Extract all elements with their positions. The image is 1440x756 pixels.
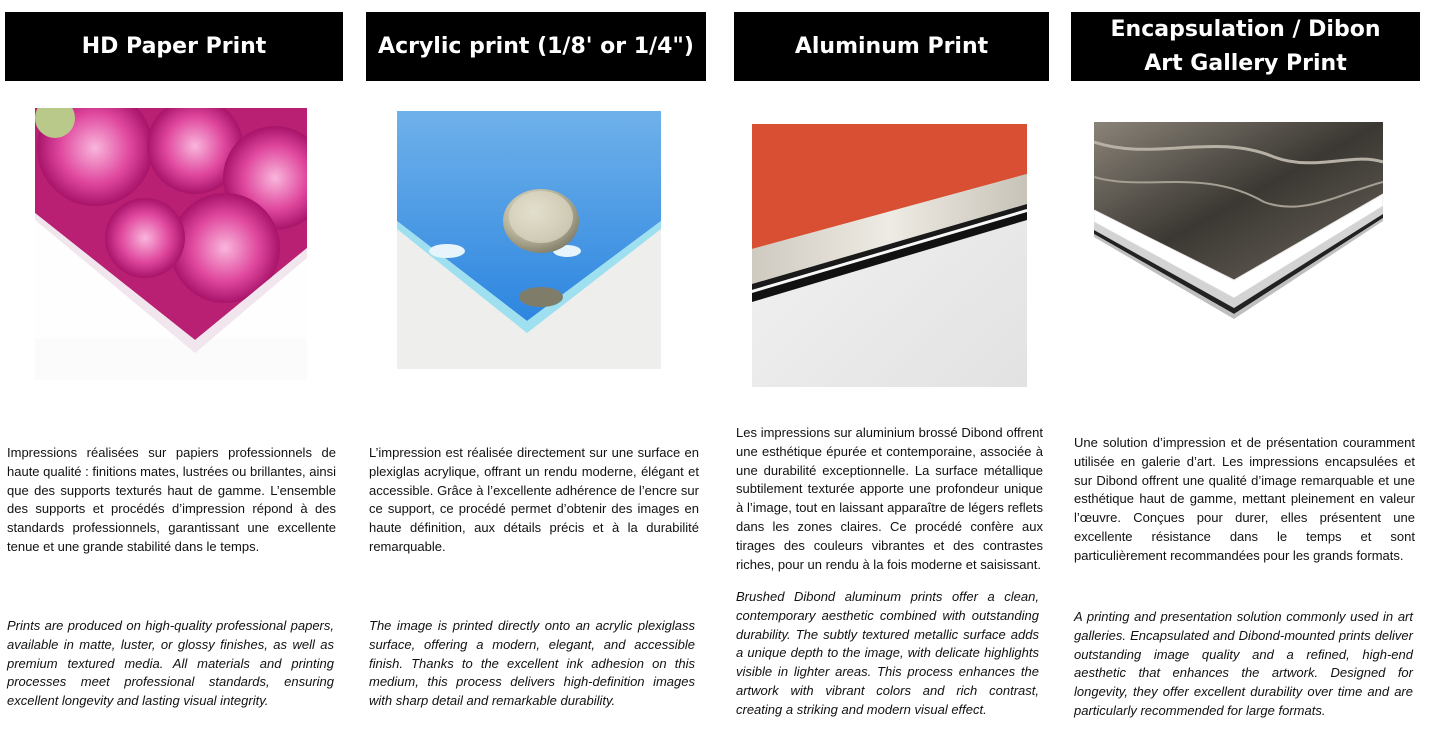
column-title: HD Paper Print	[81, 33, 267, 59]
column-title: Aluminum Print	[794, 33, 989, 59]
description-fr: Une solution d’impression et de présentation couramment utilisée en galerie d’art. Les impressions encapsulées et sur Dibond offrent une qualité d’image remarquable et une esthétique haut de gamme, mettant pleinement en valeur l’œuvre. Conçues pour durer, elles présentent une excellente résistance dans le temps et sont particulièrement recommandées pour les grands formats.	[1074, 435, 1415, 563]
aluminum-print-image	[752, 124, 1027, 387]
description-fr: Impressions réalisées sur papiers professionnels de haute qualité : finitions mates, lustrées ou brillantes, ainsi que des supports texturés haut de gamme. L’ensemble des supports et procédés d’impression répond à des standards professionnels, garantissant une excellente tenue et une grande stabilité dans le temps.	[7, 445, 336, 554]
description-fr: L’impression est réalisée directement sur une surface en plexiglas acrylique, offrant un rendu moderne, élégant et accessible. Grâce à l’excellente adhérence de l’encre sur ce support, ce procédé permet d’obtenir des images en haute définition, aux détails précis et à la durabilité remarquable.	[369, 445, 699, 554]
header-aluminum-print	[734, 12, 1049, 81]
column-title: Encapsulation / Dibon Art Gallery Print	[1110, 16, 1381, 76]
description-en: A printing and presentation solution commonly used in art galleries. Encapsulated and Dibond-mounted prints deliver outstanding image quality and a refined, high-end aesthetic that enhances the artwork. Designed for longevity, they offer excellent durability over time and are particularly recommended for large formats.	[1074, 609, 1413, 718]
header-acrylic-print	[366, 12, 706, 81]
header-hd-paper-print	[5, 12, 343, 81]
paper-print-image	[35, 108, 307, 380]
description-en: Brushed Dibond aluminum prints offer a clean, contemporary aesthetic combined with outstanding durability. The subtly textured metallic surface adds a unique depth to the image, with delicate highlights visible in lighter areas. This process enhances the artwork with vibrant colors and rich contrast, creating a striking and modern visual effect.	[736, 589, 1039, 717]
description-fr: Les impressions sur aluminium brossé Dibond offrent une esthétique épurée et contemporaine, associée à une durabilité exceptionnelle. La surface métallique subtilement texturée apporte une profondeur unique à l’image, tout en laissant apparaître de légers reflets dans les zones claires. Ce procédé confère aux tirages des couleurs vibrantes et des contrastes riches, pour un rendu à la fois moderne et saisissant.	[736, 425, 1043, 572]
description-en: The image is printed directly onto an acrylic plexiglass surface, offering a modern, elegant, and accessible finish. Thanks to the excellent ink adhesion on this medium, this process delivers high-definition images with sharp detail and remarkable durability.	[369, 618, 695, 709]
header-encapsulation-dibond	[1071, 12, 1420, 81]
description-en: Prints are produced on high-quality professional papers, available in matte, luster, or glossy finishes, as well as premium textured media. All materials and printing processes meet professional standards, ensuring excellent longevity and lasting visual integrity.	[7, 618, 334, 709]
acrylic-print-image	[397, 111, 661, 369]
column-title: Acrylic print (1/8' or 1/4")	[378, 33, 694, 59]
gallery-print-image	[1094, 122, 1383, 328]
